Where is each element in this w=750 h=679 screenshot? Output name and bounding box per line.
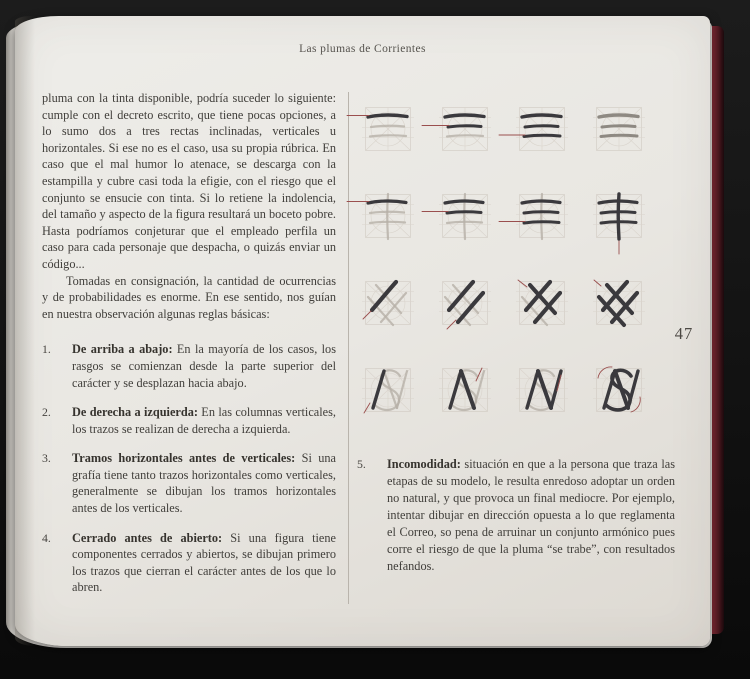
rule-number: 4. <box>42 530 51 545</box>
rules-list-right <box>357 456 675 575</box>
rule-number: 3. <box>42 451 51 466</box>
stroke-stage-monograma-n-s-1 <box>360 361 416 417</box>
rule-text: Incomodidad: situación en que a la persona que traza las etapas de su modelo, le resulta enredoso adoptar un orden no natural, y que provoca un final mediocre. Por ejemplo, intentar dibujar en dirección opuesta a lo que reglamenta el Correo, so pena de arruinar un conjunto armónico pues corre el riesgo de que la pluma “se trabe”, con resultados nefandos. <box>387 457 675 573</box>
book-page <box>15 16 710 646</box>
rule-item-2 <box>42 404 336 437</box>
stroke-stage-aspas-diagonales-3 <box>514 274 570 330</box>
rule-text: De arriba a abajo: En la mayoría de los casos, los rasgos se comienzan desde la parte superior del carácter y se desplazan hacia abajo. <box>72 342 336 390</box>
running-header: Las plumas de Corrientes <box>299 43 426 55</box>
stroke-stage-monograma-n-s-4 <box>591 361 647 417</box>
stroke-stage-aspas-diagonales-1 <box>360 274 416 330</box>
right-text-column <box>357 456 675 588</box>
rule-item-1 <box>42 341 336 391</box>
rules-list-left <box>42 341 336 596</box>
rule-number: 5. <box>357 457 366 471</box>
rule-text: De derecha a izquierda: En las columnas verticales, los trazos se realizan de derecha a izquierda. <box>72 405 336 436</box>
stroke-stage-horizontales-y-vertical-2 <box>437 187 493 243</box>
rule-number: 1. <box>42 342 51 357</box>
rule-title: Cerrado antes de abierto: <box>72 530 223 545</box>
stroke-stage-aspas-diagonales-4 <box>591 274 647 330</box>
stroke-order-figure-grid <box>360 100 647 417</box>
stroke-stage-horizontales-y-vertical-1 <box>360 187 416 243</box>
rule-number: 2. <box>42 405 51 420</box>
rule-title: De arriba a abajo: <box>72 342 173 357</box>
column-divider-rule <box>348 92 349 604</box>
rule-text: Tramos horizontales antes de verticales: Si una grafía tiene tanto trazos horizontales como verticales, generalmente se dibujan los tramos horizontales antes de los verticales. <box>72 451 336 516</box>
rule-title: Tramos horizontales antes de verticales: <box>72 451 296 466</box>
stroke-stage-horizontales-y-vertical-3 <box>514 187 570 243</box>
paragraph-tomadas: Tomadas en consignación, la cantidad de ocurrencias y de probabilidades es enorme. En ese sentido, nos guían en nuestra observación algunas reglas básicas: <box>42 273 336 321</box>
left-text-column <box>42 90 336 609</box>
stroke-stage-horizontales-y-vertical-4 <box>591 187 647 243</box>
rule-item-3 <box>42 450 336 516</box>
page-gutter-shadow <box>15 16 35 646</box>
stroke-stage-monograma-n-s-3 <box>514 361 570 417</box>
rule-title: Incomodidad: <box>387 457 461 471</box>
rule-text: Cerrado antes de abierto: Si una figura tiene componentes cerrados y abiertos, se dibujan primero los trazos que cierran el carácter antes de los que lo abren. <box>72 530 336 595</box>
paragraph-intro: pluma con la tinta disponible, podría suceder lo siguiente: cumple con el decreto escrito, que tiene pocas opciones, a lo sumo dos a tres rectas inclinadas, verticales u horizontales. Si ese no es el caso, usa su propia rúbrica. En caso que el mal humor lo atenace, se descarga con la estampilla y cubre casi toda la efigie, con el riesgo que el conjunto se ensucie con tinta. Si lo retiene la indolencia, del tamaño y aspecto de la figura resultará un boceto pobre. Hasta podríamos conjeturar que el empleado perfila un caso para cada personaje que despacha, o quizás enviar un código... <box>42 91 336 271</box>
stroke-stage-tres-trazos-horizontales-2 <box>437 100 493 156</box>
stroke-stage-monograma-n-s-2 <box>437 361 493 417</box>
page-number: 47 <box>674 324 694 343</box>
stroke-stage-aspas-diagonales-2 <box>437 274 493 330</box>
stroke-stage-tres-trazos-horizontales-3 <box>514 100 570 156</box>
stroke-stage-tres-trazos-horizontales-1 <box>360 100 416 156</box>
rule-item-4 <box>42 530 336 596</box>
stroke-stage-tres-trazos-horizontales-4 <box>591 100 647 156</box>
rule-title: De derecha a izquierda: <box>72 405 198 420</box>
rule-item-5 <box>357 456 675 575</box>
